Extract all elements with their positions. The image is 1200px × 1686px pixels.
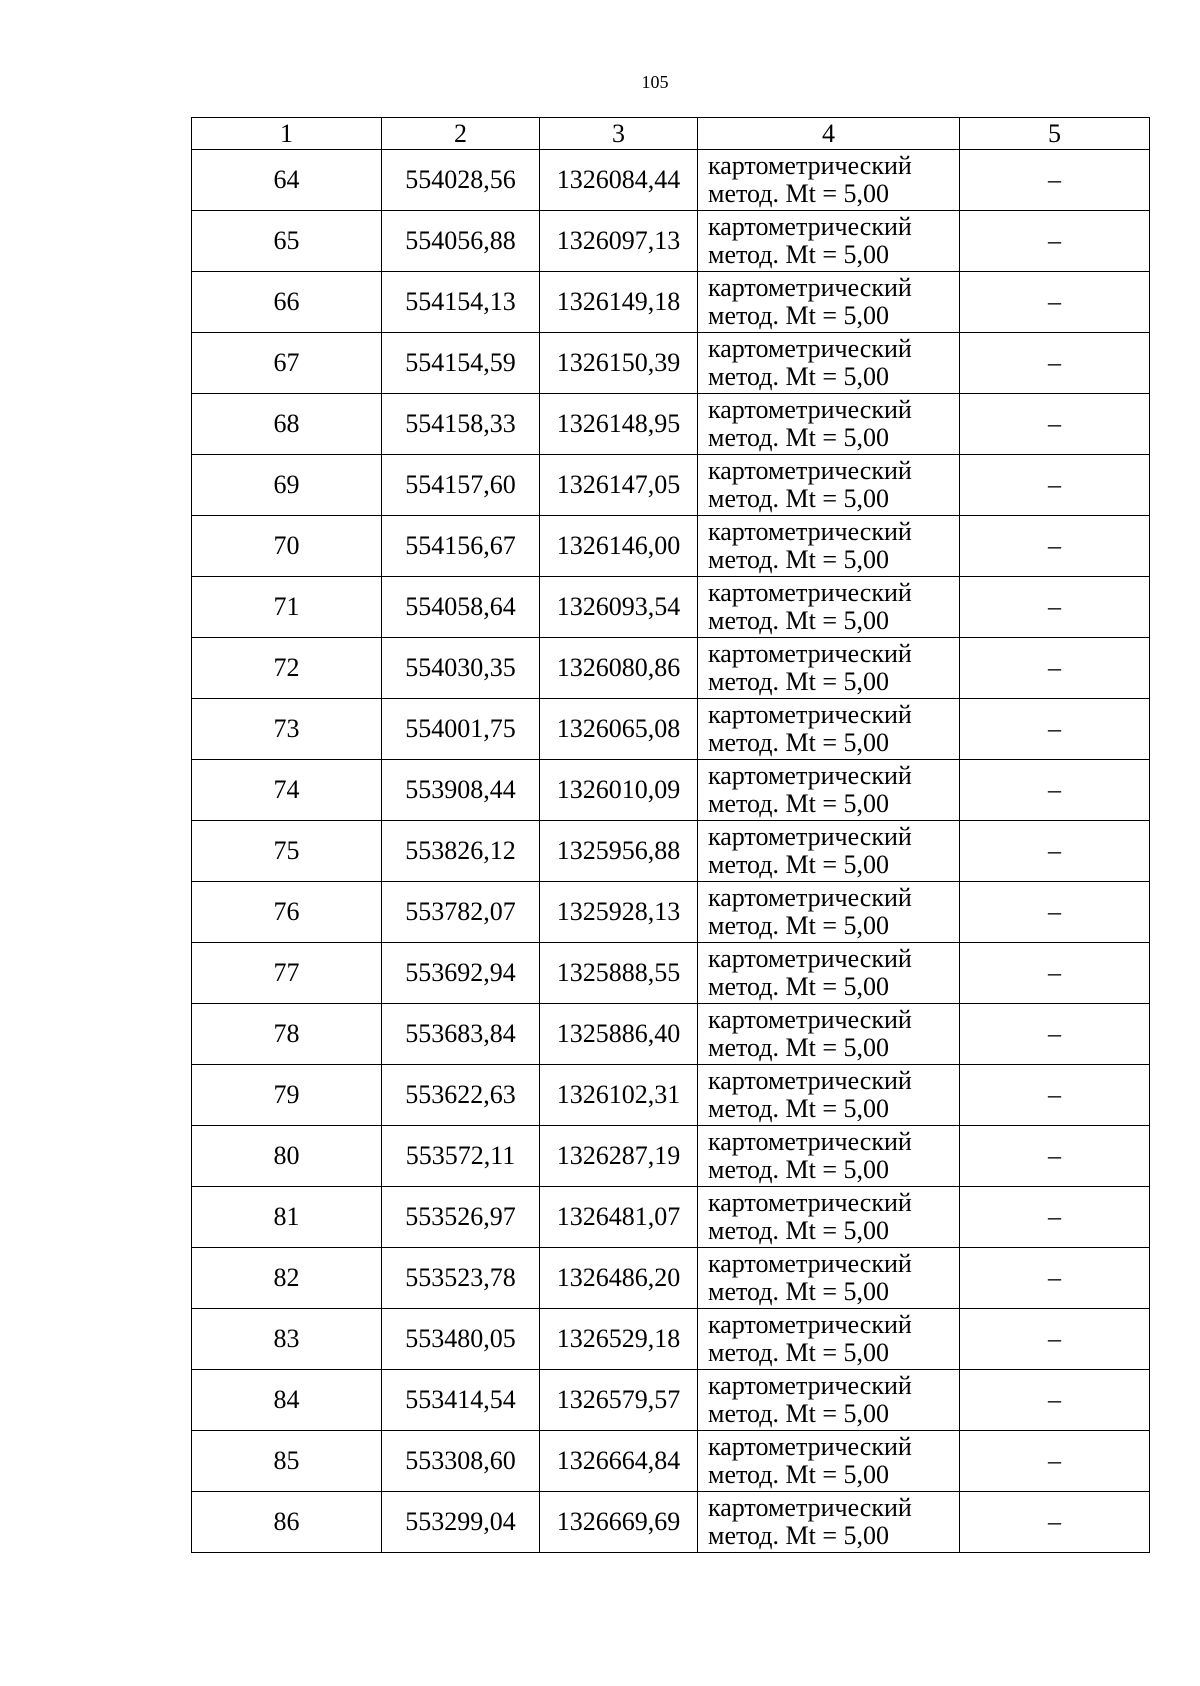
- note-cell: –: [960, 1370, 1150, 1431]
- table-row: [192, 1126, 1150, 1187]
- method-cell: [698, 882, 960, 943]
- method-cell: [698, 699, 960, 760]
- point-number-cell: 75: [192, 821, 382, 882]
- method-line-2: метод. Mt = 5,00: [708, 484, 889, 513]
- method-line-1: картометрический: [708, 1066, 912, 1095]
- point-number-cell: 77: [192, 943, 382, 1004]
- method-cell: [698, 1370, 960, 1431]
- method-line-1: картометрический: [708, 1005, 912, 1034]
- point-number-cell: 79: [192, 1065, 382, 1126]
- method-line-1: картометрический: [708, 1371, 912, 1400]
- note-cell: –: [960, 760, 1150, 821]
- method-line-2: метод. Mt = 5,00: [708, 606, 889, 635]
- note-cell: –: [960, 516, 1150, 577]
- table-row: [192, 333, 1150, 394]
- coordinate-x-cell: 553908,44: [382, 760, 540, 821]
- method-line-2: метод. Mt = 5,00: [708, 1277, 889, 1306]
- coordinate-x-cell: 553782,07: [382, 882, 540, 943]
- coordinate-x-cell: 554056,88: [382, 211, 540, 272]
- point-number-cell: 78: [192, 1004, 382, 1065]
- note-cell: –: [960, 1065, 1150, 1126]
- coordinate-x-cell: 553692,94: [382, 943, 540, 1004]
- method-cell: [698, 577, 960, 638]
- table-row: [192, 1370, 1150, 1431]
- method-line-1: картометрический: [708, 151, 912, 180]
- table-body: [192, 150, 1150, 1553]
- note-cell: –: [960, 577, 1150, 638]
- method-cell: [698, 1309, 960, 1370]
- point-number-cell: 72: [192, 638, 382, 699]
- table-row: [192, 943, 1150, 1004]
- method-line-1: картометрический: [708, 944, 912, 973]
- column-header-2: 2: [382, 118, 540, 150]
- method-line-2: метод. Mt = 5,00: [708, 1033, 889, 1062]
- method-line-1: картометрический: [708, 639, 912, 668]
- method-line-1: картометрический: [708, 883, 912, 912]
- table-row: [192, 1309, 1150, 1370]
- coordinate-x-cell: 553299,04: [382, 1492, 540, 1553]
- note-cell: –: [960, 882, 1150, 943]
- point-number-cell: 81: [192, 1187, 382, 1248]
- table-row: [192, 272, 1150, 333]
- point-number-cell: 83: [192, 1309, 382, 1370]
- method-cell: [698, 1004, 960, 1065]
- coordinate-y-cell: 1326486,20: [540, 1248, 698, 1309]
- coordinate-x-cell: 553826,12: [382, 821, 540, 882]
- method-cell: [698, 1248, 960, 1309]
- coordinate-x-cell: 553572,11: [382, 1126, 540, 1187]
- table-row: [192, 516, 1150, 577]
- method-line-1: картометрический: [708, 456, 912, 485]
- method-cell: [698, 150, 960, 211]
- method-cell: [698, 1065, 960, 1126]
- table-row: [192, 1187, 1150, 1248]
- method-cell: [698, 516, 960, 577]
- coordinate-x-cell: 554158,33: [382, 394, 540, 455]
- method-cell: [698, 943, 960, 1004]
- coordinate-x-cell: 553523,78: [382, 1248, 540, 1309]
- method-cell: [698, 333, 960, 394]
- table-row: [192, 577, 1150, 638]
- note-cell: –: [960, 333, 1150, 394]
- method-line-1: картометрический: [708, 334, 912, 363]
- method-line-2: метод. Mt = 5,00: [708, 301, 889, 330]
- note-cell: –: [960, 1187, 1150, 1248]
- method-line-2: метод. Mt = 5,00: [708, 1094, 889, 1123]
- note-cell: –: [960, 150, 1150, 211]
- method-line-2: метод. Mt = 5,00: [708, 240, 889, 269]
- column-header-3: 3: [540, 118, 698, 150]
- coordinate-y-cell: 1326065,08: [540, 699, 698, 760]
- method-cell: [698, 272, 960, 333]
- coordinate-x-cell: 554058,64: [382, 577, 540, 638]
- table-row: [192, 699, 1150, 760]
- header-row: [192, 118, 1150, 150]
- point-number-cell: 65: [192, 211, 382, 272]
- method-line-1: картометрический: [708, 822, 912, 851]
- method-line-2: метод. Mt = 5,00: [708, 1399, 889, 1428]
- coordinate-y-cell: 1326481,07: [540, 1187, 698, 1248]
- coordinate-x-cell: 554154,59: [382, 333, 540, 394]
- note-cell: –: [960, 699, 1150, 760]
- coordinate-y-cell: 1326150,39: [540, 333, 698, 394]
- coordinate-x-cell: 554156,67: [382, 516, 540, 577]
- note-cell: –: [960, 1004, 1150, 1065]
- table-row: [192, 760, 1150, 821]
- coordinate-y-cell: 1326149,18: [540, 272, 698, 333]
- method-cell: [698, 455, 960, 516]
- column-header-4: 4: [698, 118, 960, 150]
- point-number-cell: 70: [192, 516, 382, 577]
- point-number-cell: 73: [192, 699, 382, 760]
- method-cell: [698, 821, 960, 882]
- method-line-2: метод. Mt = 5,00: [708, 362, 889, 391]
- note-cell: –: [960, 394, 1150, 455]
- method-cell: [698, 211, 960, 272]
- note-cell: –: [960, 1248, 1150, 1309]
- method-cell: [698, 1187, 960, 1248]
- point-number-cell: 86: [192, 1492, 382, 1553]
- note-cell: –: [960, 1126, 1150, 1187]
- coordinate-y-cell: 1326529,18: [540, 1309, 698, 1370]
- method-line-2: метод. Mt = 5,00: [708, 545, 889, 574]
- point-number-cell: 68: [192, 394, 382, 455]
- table-row: [192, 211, 1150, 272]
- point-number-cell: 66: [192, 272, 382, 333]
- table-row: [192, 1492, 1150, 1553]
- method-cell: [698, 1126, 960, 1187]
- coordinate-x-cell: 553622,63: [382, 1065, 540, 1126]
- table-row: [192, 882, 1150, 943]
- method-line-1: картометрический: [708, 212, 912, 241]
- method-line-2: метод. Mt = 5,00: [708, 423, 889, 452]
- method-line-2: метод. Mt = 5,00: [708, 850, 889, 879]
- coordinate-x-cell: 554154,13: [382, 272, 540, 333]
- coordinate-x-cell: 553526,97: [382, 1187, 540, 1248]
- method-line-2: метод. Mt = 5,00: [708, 911, 889, 940]
- point-number-cell: 69: [192, 455, 382, 516]
- coordinate-x-cell: 554030,35: [382, 638, 540, 699]
- coordinate-y-cell: 1326669,69: [540, 1492, 698, 1553]
- method-cell: [698, 394, 960, 455]
- note-cell: –: [960, 211, 1150, 272]
- note-cell: –: [960, 638, 1150, 699]
- method-line-1: картометрический: [708, 1127, 912, 1156]
- coordinate-y-cell: 1325888,55: [540, 943, 698, 1004]
- table-row: [192, 1004, 1150, 1065]
- note-cell: –: [960, 1492, 1150, 1553]
- method-cell: [698, 1492, 960, 1553]
- note-cell: –: [960, 455, 1150, 516]
- method-cell: [698, 1431, 960, 1492]
- table-header: [192, 118, 1150, 150]
- note-cell: –: [960, 821, 1150, 882]
- point-number-cell: 85: [192, 1431, 382, 1492]
- point-number-cell: 74: [192, 760, 382, 821]
- method-cell: [698, 760, 960, 821]
- coordinate-y-cell: 1326147,05: [540, 455, 698, 516]
- coordinate-x-cell: 553480,05: [382, 1309, 540, 1370]
- coordinate-y-cell: 1326093,54: [540, 577, 698, 638]
- point-number-cell: 82: [192, 1248, 382, 1309]
- method-line-2: метод. Mt = 5,00: [708, 1216, 889, 1245]
- table-row: [192, 1431, 1150, 1492]
- coordinate-y-cell: 1325886,40: [540, 1004, 698, 1065]
- point-number-cell: 71: [192, 577, 382, 638]
- method-line-2: метод. Mt = 5,00: [708, 789, 889, 818]
- method-line-2: метод. Mt = 5,00: [708, 972, 889, 1001]
- coordinate-y-cell: 1326287,19: [540, 1126, 698, 1187]
- method-line-2: метод. Mt = 5,00: [708, 728, 889, 757]
- coordinate-y-cell: 1326146,00: [540, 516, 698, 577]
- method-line-1: картометрический: [708, 1432, 912, 1461]
- method-line-1: картометрический: [708, 578, 912, 607]
- method-line-2: метод. Mt = 5,00: [708, 1521, 889, 1550]
- coordinate-y-cell: 1326664,84: [540, 1431, 698, 1492]
- point-number-cell: 84: [192, 1370, 382, 1431]
- method-line-2: метод. Mt = 5,00: [708, 1338, 889, 1367]
- coordinate-y-cell: 1325956,88: [540, 821, 698, 882]
- method-line-1: картометрический: [708, 1310, 912, 1339]
- coordinate-y-cell: 1325928,13: [540, 882, 698, 943]
- coordinate-y-cell: 1326579,57: [540, 1370, 698, 1431]
- coordinate-y-cell: 1326148,95: [540, 394, 698, 455]
- page-number: 105: [641, 72, 669, 92]
- coordinate-y-cell: 1326097,13: [540, 211, 698, 272]
- coordinate-y-cell: 1326102,31: [540, 1065, 698, 1126]
- coordinate-x-cell: 553414,54: [382, 1370, 540, 1431]
- coordinates-table: [191, 117, 1150, 1553]
- table-row: [192, 821, 1150, 882]
- note-cell: –: [960, 272, 1150, 333]
- note-cell: –: [960, 1309, 1150, 1370]
- coordinate-x-cell: 554028,56: [382, 150, 540, 211]
- point-number-cell: 67: [192, 333, 382, 394]
- coordinate-x-cell: 553308,60: [382, 1431, 540, 1492]
- method-line-2: метод. Mt = 5,00: [708, 1155, 889, 1184]
- table-row: [192, 1065, 1150, 1126]
- method-line-1: картометрический: [708, 761, 912, 790]
- coordinate-x-cell: 553683,84: [382, 1004, 540, 1065]
- table-row: [192, 1248, 1150, 1309]
- coordinate-y-cell: 1326084,44: [540, 150, 698, 211]
- method-line-1: картометрический: [708, 395, 912, 424]
- table-row: [192, 638, 1150, 699]
- table-row: [192, 455, 1150, 516]
- point-number-cell: 76: [192, 882, 382, 943]
- coordinate-x-cell: 554001,75: [382, 699, 540, 760]
- method-line-2: метод. Mt = 5,00: [708, 667, 889, 696]
- method-line-2: метод. Mt = 5,00: [708, 179, 889, 208]
- method-cell: [698, 638, 960, 699]
- point-number-cell: 80: [192, 1126, 382, 1187]
- table-row: [192, 394, 1150, 455]
- point-number-cell: 64: [192, 150, 382, 211]
- method-line-1: картометрический: [708, 1249, 912, 1278]
- coordinate-y-cell: 1326080,86: [540, 638, 698, 699]
- coordinate-x-cell: 554157,60: [382, 455, 540, 516]
- method-line-2: метод. Mt = 5,00: [708, 1460, 889, 1489]
- method-line-1: картометрический: [708, 1493, 912, 1522]
- note-cell: –: [960, 1431, 1150, 1492]
- coordinate-y-cell: 1326010,09: [540, 760, 698, 821]
- note-cell: –: [960, 943, 1150, 1004]
- table-row: [192, 150, 1150, 211]
- column-header-5: 5: [960, 118, 1150, 150]
- method-line-1: картометрический: [708, 700, 912, 729]
- column-header-1: 1: [192, 118, 382, 150]
- method-line-1: картометрический: [708, 517, 912, 546]
- method-line-1: картометрический: [708, 273, 912, 302]
- method-line-1: картометрический: [708, 1188, 912, 1217]
